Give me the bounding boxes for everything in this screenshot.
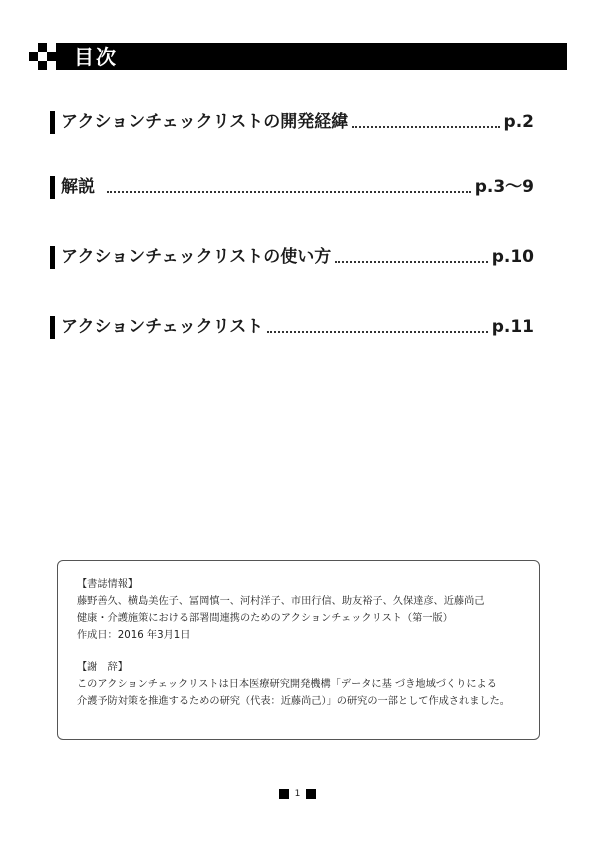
toc-page-number: p.3〜9	[474, 177, 534, 197]
page-footer	[0, 787, 595, 801]
toc-marker-bar	[50, 246, 55, 269]
toc-item-explanation[interactable]	[50, 175, 534, 199]
document-title-line: 健康・介護施策における部署間連携のためのアクションチェックリスト（第一版）	[77, 613, 453, 624]
toc-marker-bar	[50, 111, 55, 134]
bibliographic-info-box	[57, 560, 540, 740]
toc-title: アクションチェックリストの使い方	[61, 247, 332, 267]
toc-item-usage[interactable]	[50, 245, 534, 269]
toc-item-checklist[interactable]	[50, 315, 534, 339]
toc-title: アクションチェックリスト	[61, 317, 264, 337]
toc-leader-dots	[335, 259, 487, 263]
square-icon	[306, 789, 316, 799]
biblio-heading: 【書誌情報】	[77, 579, 139, 590]
acknowledgement-line-2: 介護予防対策を推進するための研究（代表：近藤尚己）」の研究の一部として作成されました。	[77, 696, 510, 707]
square-icon	[279, 789, 289, 799]
toc-item-development[interactable]	[50, 110, 534, 134]
toc-leader-dots	[267, 329, 487, 333]
section-header-bar	[29, 43, 567, 70]
acknowledgement-heading: 【謝 辞】	[77, 662, 128, 673]
toc-leader-dots	[107, 189, 471, 193]
toc-title: アクションチェックリストの開発経緯	[61, 112, 349, 132]
toc-page-number: p.11	[491, 317, 534, 337]
acknowledgement-line-1: このアクションチェックリストは日本医療研究開発機構「データに基 づき地域づくりによる	[77, 679, 497, 690]
toc-leader-dots	[352, 124, 499, 128]
toc-page-number: p.10	[491, 247, 534, 267]
toc-page-number: p.2	[503, 112, 534, 132]
toc-title: 解説	[61, 177, 95, 197]
page-number: 1	[294, 789, 301, 799]
page-title: 目次	[74, 45, 118, 69]
toc-marker-bar	[50, 176, 55, 199]
checker-icon	[29, 43, 56, 70]
creation-date-line: 作成日：2016 年3月1日	[77, 630, 191, 641]
toc-marker-bar	[50, 316, 55, 339]
authors-line: 藤野善久、横島美佐子、冨岡慎一、河村洋子、市田行信、助友裕子、久保達彦、近藤尚己	[77, 596, 485, 607]
